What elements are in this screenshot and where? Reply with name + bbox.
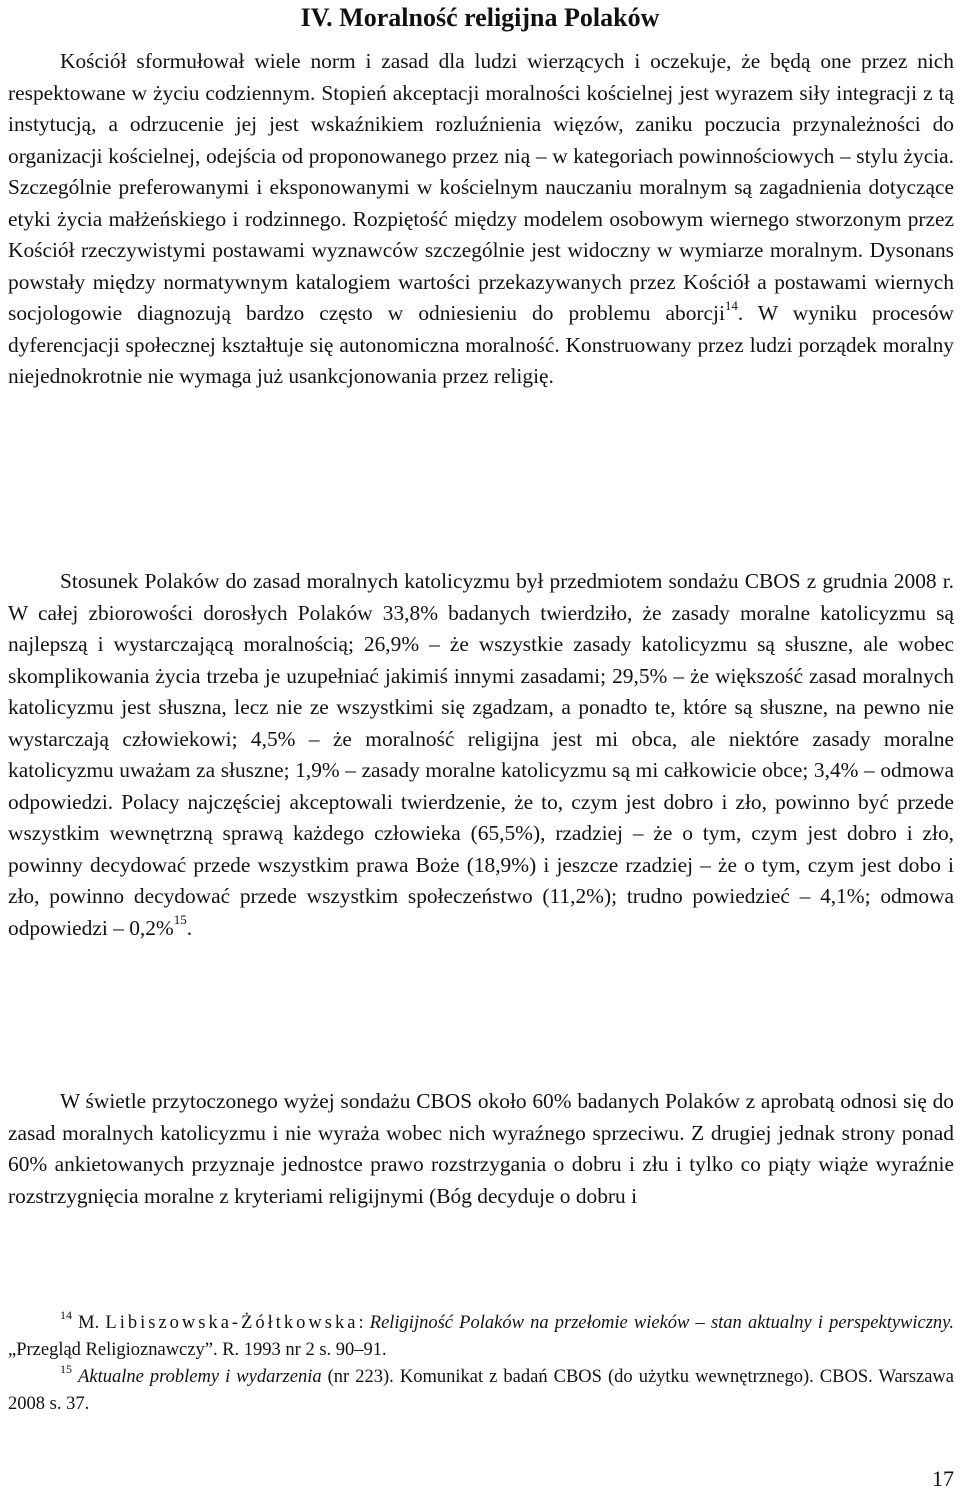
paragraph-1-text-continued: . W wyniku procesów dyferencjacji społecznej kształtuje się autonomiczna moralność. Konstruowany przez ludzi porządek moralny niejednokrotnie nie wymaga już usankcjonowania przez religię. — [8, 301, 954, 388]
paragraph-2 — [8, 566, 954, 944]
section-heading: IV. Moralność religijna Polaków — [300, 3, 660, 32]
footnote-15-number: 15 — [60, 1361, 72, 1376]
paragraph-1-text: Kościół sformułował wiele norm i zasad dla ludzi wierzących i oczekuje, że będą one przez nich respektowane w życiu codziennym. Stopień akceptacji moralności kościelnej jest wyrazem siły integracji z tą instytucją, a odrzucenie jej jest wskaźnikiem rozluźnienia więzów, zaniku poczucia przynależności do organizacji kościelnej, odejścia od proponowanego przez nią – w kategoriach powinnościowych – stylu życia. Szczególnie preferowanymi i eksponowanymi w kościelnym nauczaniu moralnym są zagadnienia dotyczące etyki życia małżeńskiego i rodzinnego. Rozpiętość między modelem osobowym wiernego stworzonym przez Kościół rzeczywistymi postawami wyznawców szczególnie jest widoczny w wymiarze moralnym. Dysonans powstały między normatywnym katalogiem wartości przekazywanych przez Kościół a postawami wiernych socjologowie diagnozują bardzo często w odniesieniu do problemu aborcji — [8, 49, 954, 325]
footnote-15-rest: (nr 223). Komunikat z badań CBOS (do użytku wewnętrznego). CBOS. Warszawa 2008 s. 37. — [8, 1367, 955, 1414]
footnote-14-initial: M. — [78, 1313, 100, 1333]
paragraph-2-text-continued: . — [186, 915, 193, 940]
footnote-14-title: Religijność Polaków na przełomie wieków – stan aktualny i perspektywiczny. — [369, 1313, 954, 1333]
footnote-15-title: Aktualne problemy i wydarzenia — [78, 1367, 322, 1387]
footnote-ref-15[interactable]: 15 — [173, 912, 187, 928]
paragraph-3-text: W świetle przytoczonego wyżej sondażu CBOS około 60% badanych Polaków z aprobatą odnosi się do zasad moralnych katolicyzmu i nie wyraża wobec nich wyraźnego sprzeciwu. Z drugiej jednak strony ponad 60% ankietowanych przyznaje jednostce prawo rozstrzygania o dobru i złu i tylko co piąty wiąże wyraźnie rozstrzygnięcia moralne z kryteriami religijnymi (Bóg decyduje o dobru i — [8, 1089, 954, 1208]
paragraph-2-text: Stosunek Polaków do zasad moralnych katolicyzmu był przedmiotem sondażu CBOS z grudnia 2008 r. W całej zbiorowości dorosłych Polaków 33,8% badanych twierdziło, że zasady moralne katolicyzmu są najlepszą i wystarczającą moralnością; 26,9% – że wszystkie zasady katolicyzmu są słuszne, ale wobec skomplikowania życia trzeba je uzupełniać jakimiś innymi zasadami; 29,5% – że większość zasad moralnych katolicyzmu jest słuszna, lecz nie ze wszystkimi się zgadzam, a ponadto te, które są słuszne, na pewno nie wystarczają człowiekowi; 4,5% – że moralność religijna jest mi obca, ale niektóre zasady moralne katolicyzmu uważam za słuszne; 1,9% – zasady moralne katolicyzmu są mi całkowicie obce; 3,4% – odmowa odpowiedzi. Polacy najczęściej akceptowali twierdzenie, że to, czym jest dobro i zło, powinno być przede wszystkim wewnętrzną sprawą każdego człowieka (65,5%), rzadziej – że o tym, czym jest dobro i zło, powinny decydować przede wszystkim prawa Boże (18,9%) i jeszcze rzadziej – że o tym, czym jest dobo i zło, powinno decydować przede wszystkim społeczeństwo (11,2%); trudno powiedzieć – 4,1%; odmowa odpowiedzi – 0,2% — [8, 569, 954, 940]
footnote-ref-14[interactable]: 14 — [724, 297, 738, 313]
footnote-14-colon: : — [358, 1313, 364, 1333]
footnote-14 — [8, 1307, 954, 1364]
paragraph-3 — [8, 1086, 954, 1212]
footnote-15 — [8, 1361, 955, 1418]
page-number: 17 — [932, 1466, 954, 1491]
paragraph-1 — [8, 46, 954, 393]
footnote-14-author: Libiszowska-Żółtkowska — [105, 1313, 359, 1333]
footnote-14-number: 14 — [60, 1307, 72, 1322]
footnote-14-rest: „Przegląd Religioznawczy”. R. 1993 nr 2 s. 90–91. — [8, 1340, 387, 1360]
